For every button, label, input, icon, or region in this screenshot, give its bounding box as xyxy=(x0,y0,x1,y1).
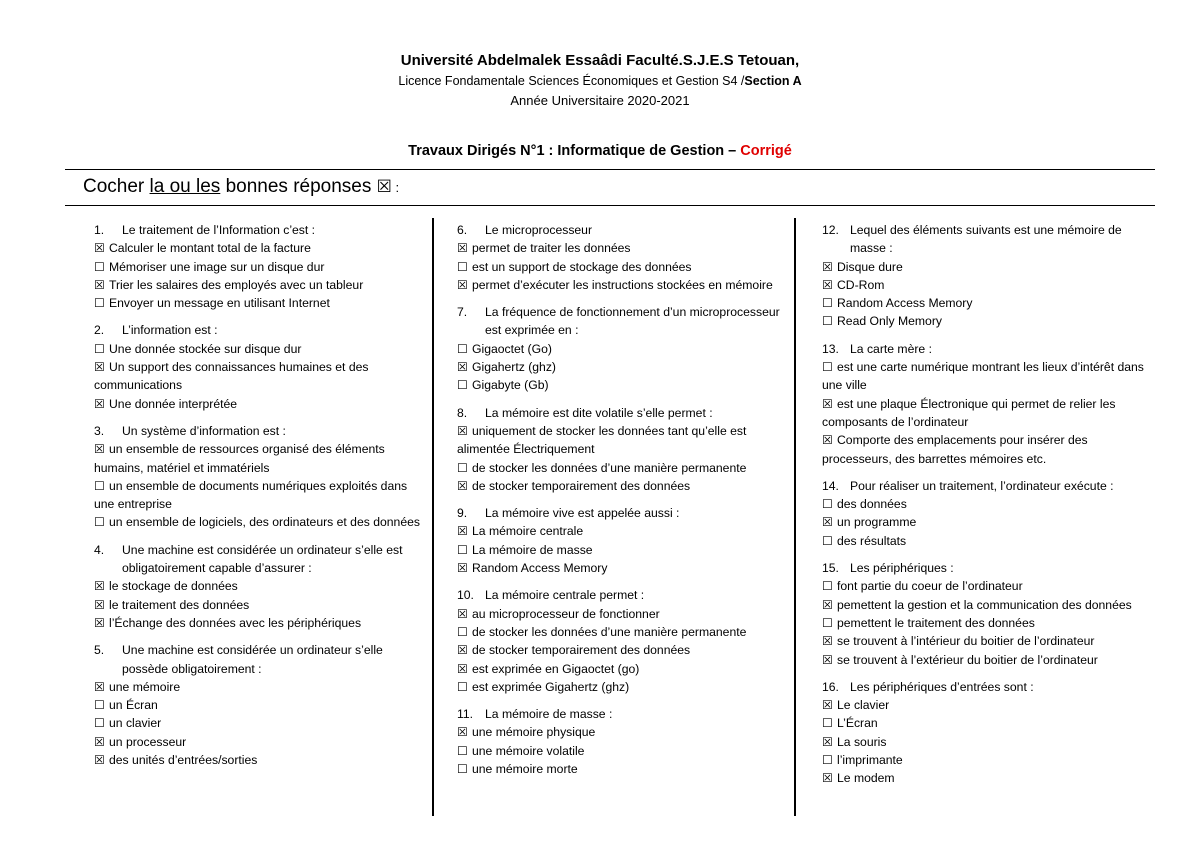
question-text: La carte mère : xyxy=(850,341,932,356)
question-text: Lequel des éléments suivants est une mémoire de masse : xyxy=(850,223,1122,256)
instruction-colon: : xyxy=(391,180,400,195)
answer-text: un ensemble de ressources organisé des éléments humains, matériel et immatériels xyxy=(94,442,385,475)
answer-text: Trier les salaires des employés avec un tableur xyxy=(109,277,364,292)
answer-text: CD-Rom xyxy=(837,277,885,292)
question-text: La mémoire vive est appelée aussi : xyxy=(485,506,680,521)
checked-box-icon[interactable]: ☒ xyxy=(822,259,833,274)
answer-text: permet de traiter les données xyxy=(472,241,631,256)
answer-text: de stocker temporairement des données xyxy=(472,643,691,658)
question-title xyxy=(822,559,1152,577)
unchecked-box-icon[interactable]: ☐ xyxy=(94,296,105,311)
checked-box-icon[interactable]: ☒ xyxy=(457,661,468,676)
question-title xyxy=(94,321,428,339)
licence-text: Licence Fondamentale Sciences Économiques et Gestion S4 / xyxy=(398,74,745,88)
answer-option xyxy=(457,459,787,477)
answer-option xyxy=(822,751,1152,769)
checked-box-icon[interactable]: ☒ xyxy=(94,579,105,594)
answer-option xyxy=(94,678,428,696)
unchecked-box-icon[interactable]: ☐ xyxy=(822,753,833,768)
answer-option xyxy=(457,623,787,641)
answer-option xyxy=(94,477,428,514)
checked-box-icon[interactable]: ☒ xyxy=(822,515,833,530)
question xyxy=(822,559,1152,669)
answer-option xyxy=(822,769,1152,787)
answer-option xyxy=(457,742,787,760)
answer-text: est exprimée en Gigaoctet (go) xyxy=(472,661,640,676)
unchecked-box-icon[interactable]: ☐ xyxy=(457,542,468,557)
answer-text: de stocker les données d’une manière permanente xyxy=(472,624,747,639)
answer-option xyxy=(822,733,1152,751)
question-title xyxy=(457,586,787,604)
answer-option xyxy=(457,678,787,696)
checked-box-icon[interactable]: ☒ xyxy=(457,524,468,539)
answer-option xyxy=(94,577,428,595)
unchecked-box-icon[interactable]: ☐ xyxy=(457,762,468,777)
question-text: Les périphériques d’entrées sont : xyxy=(850,679,1034,694)
answer-text: de stocker temporairement des données xyxy=(472,478,691,493)
answer-text: Disque dure xyxy=(837,259,903,274)
question xyxy=(94,221,428,312)
answer-option xyxy=(822,696,1152,714)
answer-option xyxy=(94,714,428,732)
checked-box-icon[interactable]: ☒ xyxy=(822,597,833,612)
question-title xyxy=(822,678,1152,696)
answer-text: L’Écran xyxy=(837,716,878,731)
answer-text: pemettent le traitement des données xyxy=(837,615,1035,630)
question-text: Une machine est considérée un ordinateur s’elle est obligatoirement capable d’assurer : xyxy=(122,542,403,576)
question-text: Le microprocesseur xyxy=(485,223,593,237)
answer-option xyxy=(94,513,428,531)
question-title xyxy=(457,404,787,422)
answer-text: font partie du coeur de l’ordinateur xyxy=(837,579,1023,594)
question xyxy=(822,678,1152,788)
answer-text: un Écran xyxy=(109,698,158,713)
unchecked-box-icon[interactable]: ☐ xyxy=(94,698,105,713)
answer-text: La mémoire de masse xyxy=(472,542,593,557)
checked-box-icon[interactable]: ☒ xyxy=(94,360,105,375)
checked-box-icon[interactable]: ☒ xyxy=(457,478,468,493)
answer-text: l’Échange des données avec les périphériques xyxy=(109,615,362,630)
question xyxy=(822,477,1152,550)
answer-option xyxy=(822,395,1152,432)
answer-text: des résultats xyxy=(837,533,907,548)
answer-option xyxy=(822,577,1152,595)
answer-option xyxy=(457,541,787,559)
checked-box-icon[interactable]: ☒ xyxy=(457,241,468,256)
answer-option xyxy=(822,258,1152,276)
answer-option xyxy=(457,760,787,778)
unchecked-box-icon[interactable]: ☐ xyxy=(457,679,468,694)
checked-box-icon[interactable]: ☒ xyxy=(457,360,468,375)
answer-text: de stocker les données d’une manière permanente xyxy=(472,460,747,475)
answer-text: une mémoire morte xyxy=(472,762,578,777)
answer-text: le stockage de données xyxy=(109,579,238,594)
question-title xyxy=(94,641,428,678)
checked-box-icon[interactable]: ☒ xyxy=(94,597,105,612)
answer-text: un programme xyxy=(837,515,917,530)
answer-text: l’imprimante xyxy=(837,753,903,768)
document-header xyxy=(0,50,1200,111)
answer-option xyxy=(457,660,787,678)
corrige-label: Corrigé xyxy=(740,143,792,159)
checked-box-icon[interactable]: ☒ xyxy=(94,241,105,256)
question-text: L’information est : xyxy=(122,323,218,338)
checked-box-icon[interactable]: ☒ xyxy=(94,679,105,694)
answer-text: Le clavier xyxy=(837,698,890,713)
answer-text: La souris xyxy=(837,734,887,749)
checked-box-icon[interactable]: ☒ xyxy=(822,652,833,667)
question xyxy=(457,404,787,495)
column-divider-1 xyxy=(432,218,434,816)
unchecked-box-icon[interactable]: ☐ xyxy=(94,515,105,530)
question xyxy=(457,586,787,696)
answer-text: pemettent la gestion et la communication des données xyxy=(837,597,1132,612)
checked-box-icon[interactable]: ☒ xyxy=(94,615,105,630)
answer-text: Gigabyte (Gb) xyxy=(472,378,549,393)
answer-option xyxy=(822,431,1152,468)
unchecked-box-icon[interactable]: ☐ xyxy=(94,341,105,356)
answer-option xyxy=(822,276,1152,294)
column-2 xyxy=(457,221,787,787)
answer-option xyxy=(94,751,428,769)
unchecked-box-icon[interactable]: ☐ xyxy=(457,624,468,639)
answer-text: au microprocesseur de fonctionner xyxy=(472,606,660,621)
answer-option xyxy=(457,376,787,394)
checked-box-icon[interactable]: ☒ xyxy=(822,634,833,649)
question-text: La fréquence de fonctionnement d’un microprocesseur est exprimée en : xyxy=(485,305,780,338)
question-title xyxy=(822,340,1152,358)
university-title: Université Abdelmalek Essaâdi Faculté.S.J.E.S Tetouan, xyxy=(400,52,800,69)
answer-option xyxy=(457,258,787,276)
answer-text: Comporte des emplacements pour insérer des processeurs, des barrettes mémoires etc. xyxy=(822,433,1088,466)
answer-option xyxy=(457,358,787,376)
checked-box-icon[interactable]: ☒ xyxy=(94,442,105,457)
question-text: La mémoire est dite volatile s’elle permet : xyxy=(485,405,713,420)
unchecked-box-icon[interactable]: ☐ xyxy=(457,259,468,274)
question-number: 8. xyxy=(457,405,468,420)
answer-option xyxy=(94,340,428,358)
question xyxy=(94,541,428,632)
td-title xyxy=(0,143,1200,159)
checked-box-icon[interactable]: ☒ xyxy=(822,433,833,448)
question xyxy=(457,221,787,294)
instruction-text-2: bonnes réponses xyxy=(220,176,377,197)
unchecked-box-icon[interactable]: ☐ xyxy=(822,533,833,548)
question-number: 15. xyxy=(822,561,839,576)
unchecked-box-icon[interactable]: ☐ xyxy=(822,716,833,731)
question xyxy=(822,221,1152,331)
answer-text: Envoyer un message en utilisant Internet xyxy=(109,296,330,311)
question-number: 14. xyxy=(822,478,839,493)
question-title xyxy=(822,477,1152,495)
question-text: Un système d’information est : xyxy=(122,423,286,438)
unchecked-box-icon[interactable]: ☐ xyxy=(822,497,833,512)
question-text: La mémoire de masse : xyxy=(485,707,613,722)
answer-option xyxy=(94,696,428,714)
answer-option xyxy=(457,605,787,623)
answer-text: Une donnée stockée sur disque dur xyxy=(109,341,302,356)
answer-option xyxy=(94,440,428,477)
answer-text: Gigaoctet (Go) xyxy=(472,341,552,356)
question xyxy=(457,303,787,394)
question-number: 12. xyxy=(822,223,839,237)
answer-text: se trouvent à l’extérieur du boitier de l’ordinateur xyxy=(837,652,1098,667)
answer-option xyxy=(822,714,1152,732)
answer-option xyxy=(457,422,787,459)
question xyxy=(94,321,428,412)
answer-text: un ensemble de documents numériques exploités dans une entreprise xyxy=(94,478,408,512)
answer-text: La mémoire centrale xyxy=(472,524,584,539)
unchecked-box-icon[interactable]: ☐ xyxy=(457,341,468,356)
section-label: Section A xyxy=(744,74,802,88)
question-number: 3. xyxy=(94,423,105,438)
checked-box-icon[interactable]: ☒ xyxy=(94,277,105,292)
instruction-underlined: la ou les xyxy=(149,176,221,197)
unchecked-box-icon[interactable]: ☐ xyxy=(822,615,833,630)
answer-option xyxy=(822,294,1152,312)
answer-text: Read Only Memory xyxy=(837,314,942,329)
divider-top xyxy=(65,169,1155,170)
answer-text: un clavier xyxy=(109,716,162,731)
answer-text: se trouvent à l’intérieur du boitier de l’ordinateur xyxy=(837,634,1095,649)
answer-option xyxy=(94,733,428,751)
question-number: 4. xyxy=(94,542,105,557)
question-title xyxy=(457,303,787,340)
question-text: Les périphériques : xyxy=(850,561,954,576)
question-text: Une machine est considérée un ordinateur s’elle possède obligatoirement : xyxy=(122,643,383,676)
checked-box-icon[interactable]: ☒ xyxy=(457,606,468,621)
td-title-text: Travaux Dirigés N°1 : Informatique de Gestion – xyxy=(408,143,741,159)
answer-option xyxy=(822,312,1152,330)
checked-box-icon[interactable]: ☒ xyxy=(822,698,833,713)
checked-box-icon[interactable]: ☒ xyxy=(457,561,468,576)
answer-text: des unités d’entrées/sorties xyxy=(109,753,258,768)
answer-text: un processeur xyxy=(109,734,187,749)
answer-option xyxy=(94,358,428,395)
unchecked-box-icon[interactable]: ☐ xyxy=(457,378,468,393)
answer-option xyxy=(94,596,428,614)
unchecked-box-icon[interactable]: ☐ xyxy=(822,296,833,311)
question-title xyxy=(94,221,428,239)
answer-option xyxy=(94,614,428,632)
answer-option xyxy=(457,559,787,577)
question-number: 2. xyxy=(94,323,105,338)
answer-option xyxy=(822,614,1152,632)
question-text: Le traitement de l’Information c’est : xyxy=(122,223,316,237)
question-text: La mémoire centrale permet : xyxy=(485,588,645,603)
answer-text: permet d’exécuter les instructions stockées en mémoire xyxy=(472,277,773,292)
answer-option xyxy=(457,641,787,659)
checked-box-icon[interactable]: ☒ xyxy=(94,734,105,749)
question xyxy=(457,504,787,577)
answer-text: Le modem xyxy=(837,771,895,786)
answer-option xyxy=(94,276,428,294)
instruction xyxy=(83,176,399,198)
checked-box-icon[interactable]: ☒ xyxy=(94,753,105,768)
answer-text: une mémoire volatile xyxy=(472,743,585,758)
column-3 xyxy=(822,221,1152,797)
checked-box-icon[interactable]: ☒ xyxy=(94,396,105,411)
unchecked-box-icon[interactable]: ☐ xyxy=(94,259,105,274)
question-number: 6. xyxy=(457,223,468,237)
answer-text: est une carte numérique montrant les lieux d’intérêt dans une ville xyxy=(822,360,1144,393)
column-divider-2 xyxy=(794,218,796,816)
answer-text: une mémoire xyxy=(109,679,181,694)
question-title xyxy=(822,221,1152,258)
answer-option xyxy=(457,239,787,257)
answer-option xyxy=(822,358,1152,395)
answer-option xyxy=(822,596,1152,614)
question-text: Pour réaliser un traitement, l’ordinateur exécute : xyxy=(850,478,1114,493)
question-number: 13. xyxy=(822,341,839,356)
answer-option xyxy=(94,294,428,312)
question-title xyxy=(94,422,428,440)
question-number: 10. xyxy=(457,588,474,603)
question-number: 7. xyxy=(457,305,468,320)
answer-option xyxy=(822,632,1152,650)
licence-line xyxy=(0,72,1200,91)
answer-option xyxy=(457,522,787,540)
question xyxy=(822,340,1152,468)
answer-text: est une plaque Électronique qui permet de relier les composants de l’ordinateur xyxy=(822,396,1116,429)
answer-option xyxy=(94,239,428,257)
answer-option xyxy=(822,513,1152,531)
unchecked-box-icon[interactable]: ☐ xyxy=(94,716,105,731)
question-number: 16. xyxy=(822,679,839,694)
answer-text: Gigahertz (ghz) xyxy=(472,360,556,375)
answer-option xyxy=(94,395,428,413)
unchecked-box-icon[interactable]: ☐ xyxy=(822,579,833,594)
question-number: 11. xyxy=(457,707,474,722)
answer-option xyxy=(457,723,787,741)
answer-text: est exprimée Gigahertz (ghz) xyxy=(472,679,630,694)
answer-text: des données xyxy=(837,497,907,512)
checked-box-icon: ☒ xyxy=(376,177,392,196)
answer-option xyxy=(457,276,787,294)
question-title xyxy=(457,221,787,239)
question-number: 1. xyxy=(94,223,105,237)
question-title xyxy=(94,541,428,578)
unchecked-box-icon[interactable]: ☐ xyxy=(457,743,468,758)
answer-option xyxy=(94,258,428,276)
checked-box-icon[interactable]: ☒ xyxy=(822,396,833,411)
answer-option xyxy=(822,651,1152,669)
answer-text: uniquement de stocker les données tant qu’elle est alimentée Électriquement xyxy=(457,423,747,457)
checked-box-icon[interactable]: ☒ xyxy=(822,771,833,786)
question-number: 5. xyxy=(94,643,105,658)
answer-text: Un support des connaissances humaines et des communications xyxy=(94,360,369,393)
question xyxy=(457,705,787,778)
checked-box-icon[interactable]: ☒ xyxy=(457,643,468,658)
answer-text: Une donnée interprétée xyxy=(109,396,238,411)
answer-option xyxy=(457,340,787,358)
academic-year: Année Universitaire 2020-2021 xyxy=(510,93,690,108)
answer-text: le traitement des données xyxy=(109,597,250,612)
checked-box-icon[interactable]: ☒ xyxy=(822,734,833,749)
checked-box-icon[interactable]: ☒ xyxy=(457,423,468,438)
answer-text: Calculer le montant total de la facture xyxy=(109,241,311,256)
column-1 xyxy=(94,221,428,778)
question xyxy=(94,422,428,532)
answer-text: est un support de stockage des données xyxy=(472,259,692,274)
question-title xyxy=(457,705,787,723)
answer-text: Random Access Memory xyxy=(837,296,973,311)
answer-option xyxy=(822,532,1152,550)
answer-option xyxy=(822,495,1152,513)
unchecked-box-icon[interactable]: ☐ xyxy=(94,478,105,493)
answer-text: Mémoriser une image sur un disque dur xyxy=(109,259,325,274)
question xyxy=(94,641,428,769)
checked-box-icon[interactable]: ☒ xyxy=(457,277,468,292)
question-number: 9. xyxy=(457,506,468,521)
divider-instruction xyxy=(65,205,1155,206)
answer-option xyxy=(457,477,787,495)
answer-text: Random Access Memory xyxy=(472,561,608,576)
answer-text: une mémoire physique xyxy=(472,725,596,740)
instruction-text: Cocher xyxy=(83,176,150,197)
unchecked-box-icon[interactable]: ☐ xyxy=(457,460,468,475)
unchecked-box-icon[interactable]: ☐ xyxy=(822,360,833,375)
checked-box-icon[interactable]: ☒ xyxy=(457,725,468,740)
checked-box-icon[interactable]: ☒ xyxy=(822,277,833,292)
unchecked-box-icon[interactable]: ☐ xyxy=(822,314,833,329)
answer-text: un ensemble de logiciels, des ordinateurs et des données xyxy=(109,515,420,530)
question-title xyxy=(457,504,787,522)
